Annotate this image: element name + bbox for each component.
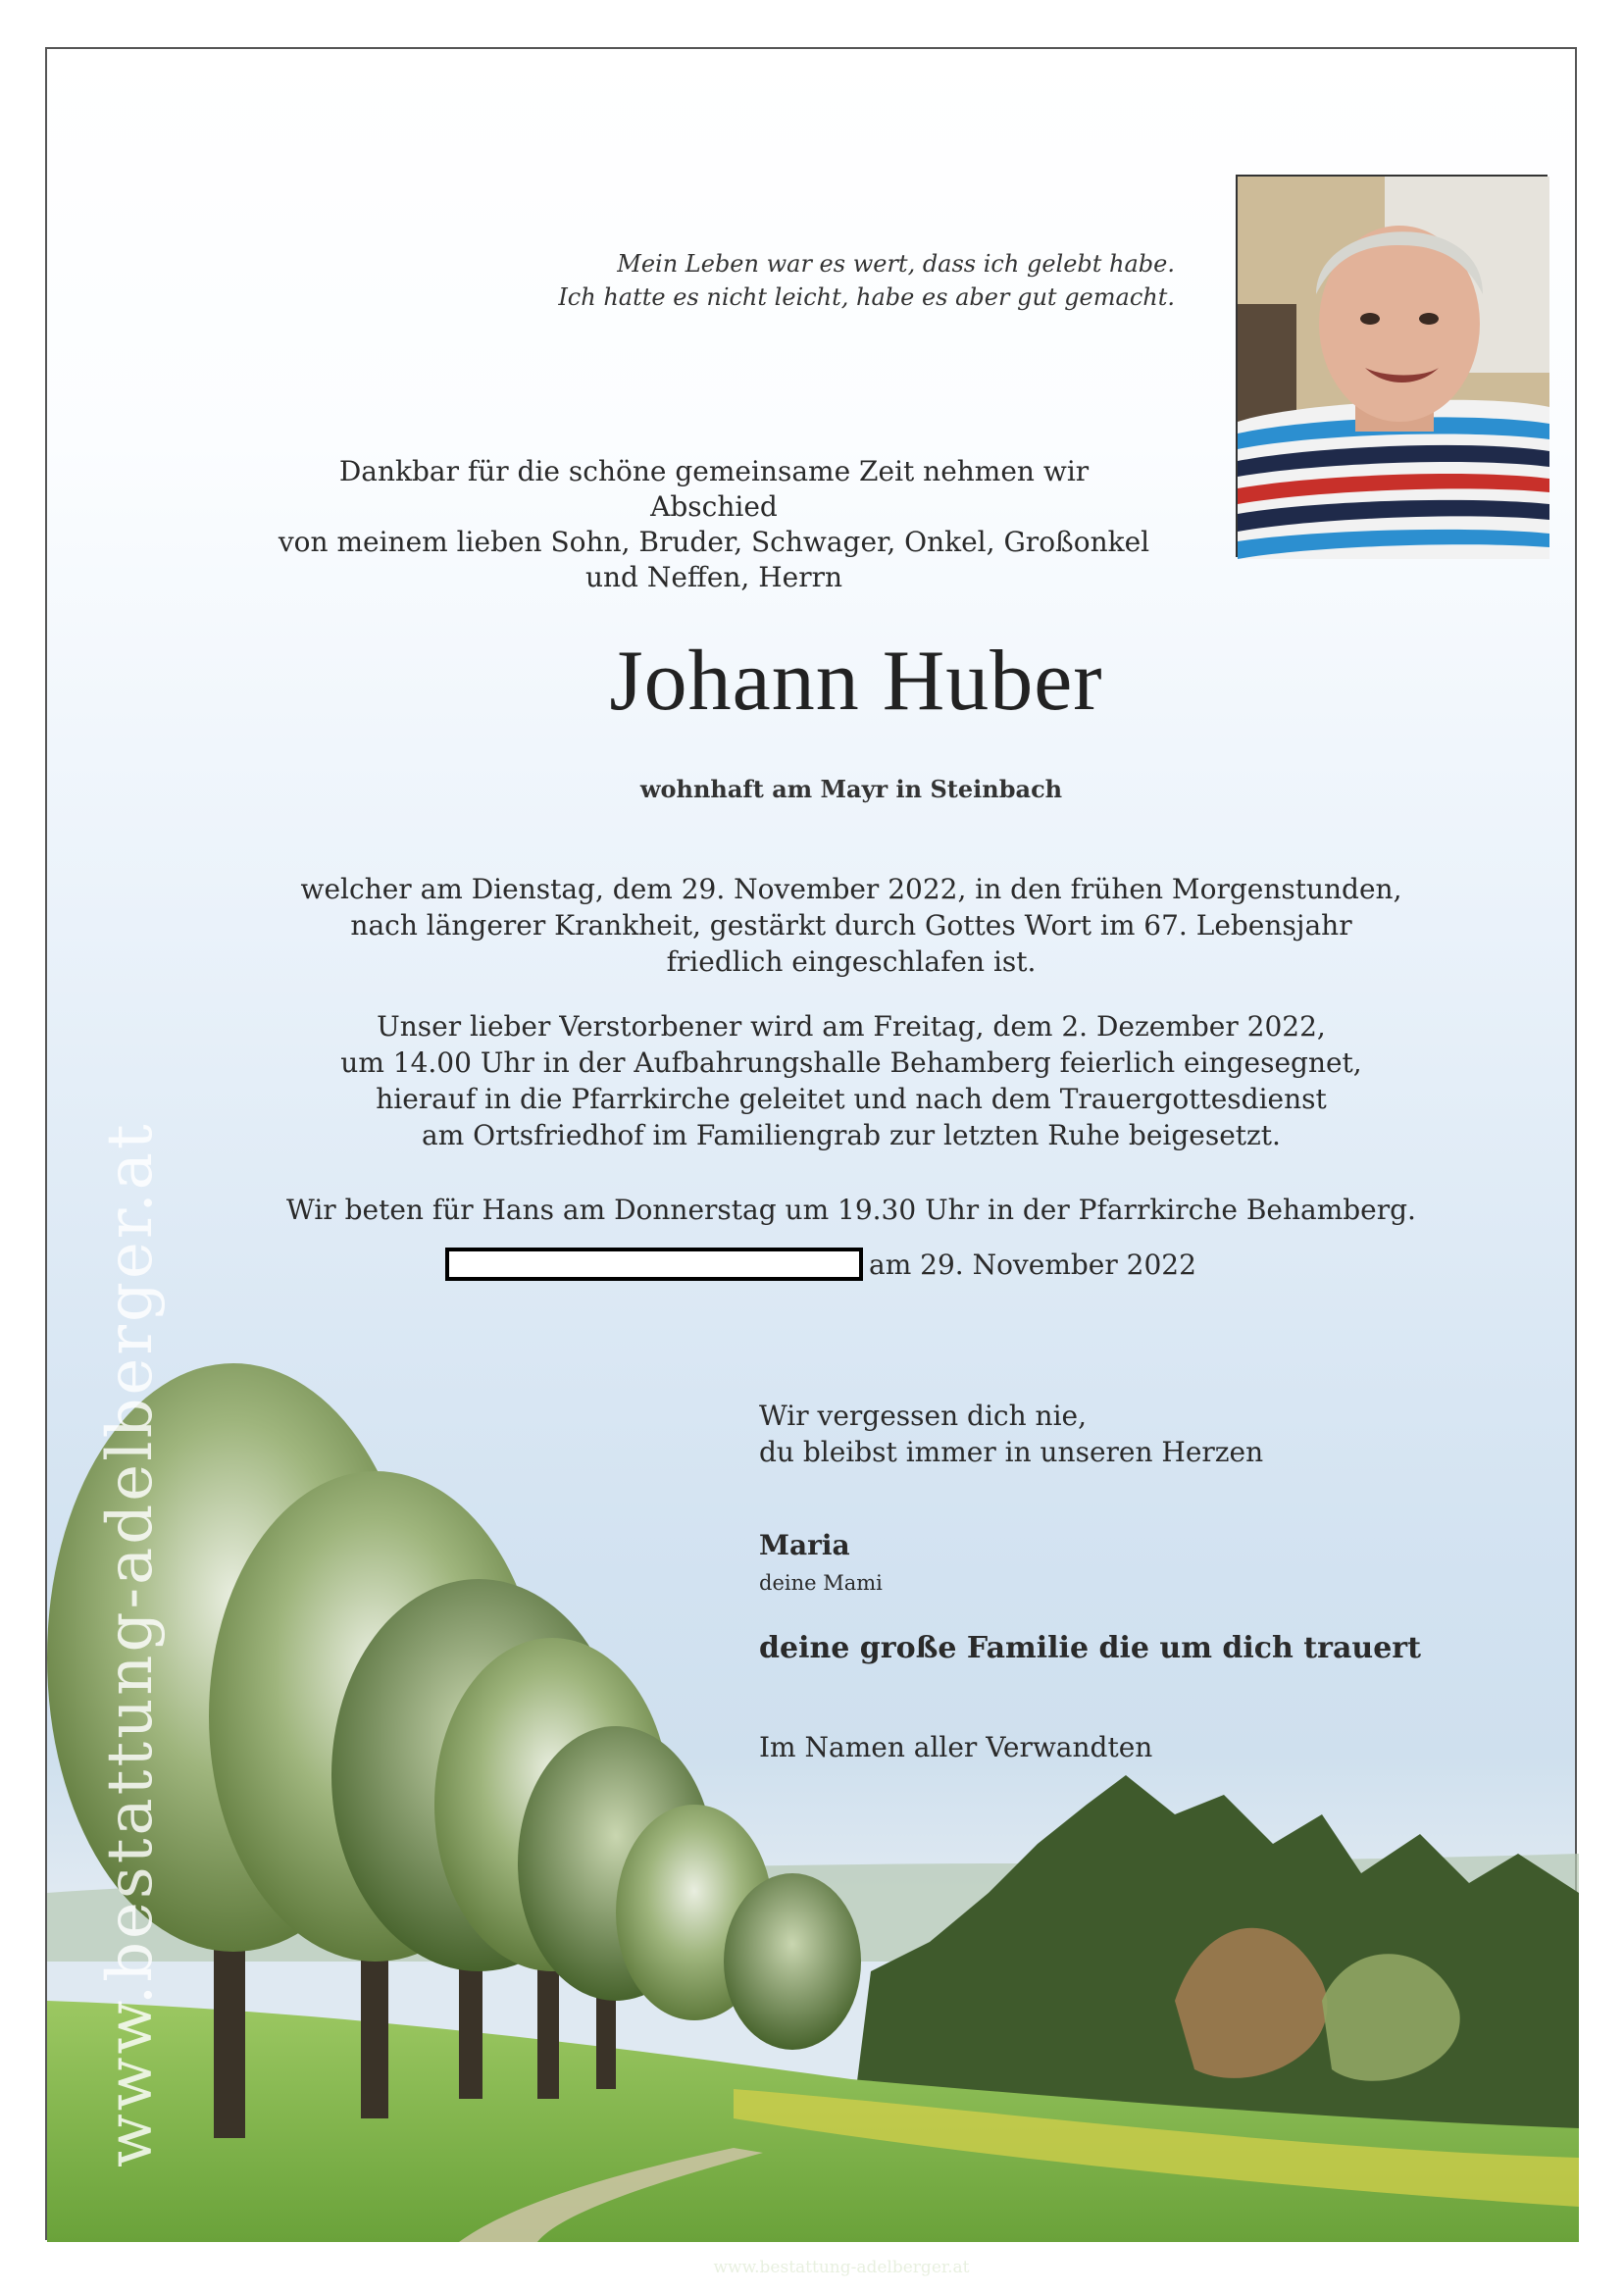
mourner-relation: deine Mami: [759, 1571, 883, 1595]
footer-url: www.bestattung-adelberger.at: [713, 2258, 970, 2277]
mourner-family: deine große Familie die um dich trauert: [759, 1631, 1421, 1665]
farewell-text: [759, 1398, 1263, 1470]
funeral-line: Unser lieber Verstorbener wird am Freitag, dem 2. Dezember 2022,: [377, 1010, 1326, 1043]
mourner-relatives: Im Namen aller Verwandten: [759, 1731, 1153, 1763]
portrait-image: [1238, 177, 1549, 559]
intro-line: von meinem lieben Sohn, Bruder, Schwager, Onkel, Großonkel: [278, 526, 1150, 558]
deceased-name: Johann Huber: [609, 634, 1103, 729]
funeral-line: am Ortsfriedhof im Familiengrab zur letzten Ruhe beigesetzt.: [422, 1119, 1281, 1151]
funeral-line: um 14.00 Uhr in der Aufbahrungshalle Behamberg feierlich eingesegnet,: [340, 1046, 1362, 1079]
watermark-url: www.bestattung-adelberger.at: [94, 1121, 167, 2167]
death-notice: [214, 871, 1489, 980]
farewell-line: Wir vergessen dich nie,: [759, 1400, 1087, 1432]
intro-line: Dankbar für die schöne gemeinsame Zeit nehmen wir Abschied: [338, 455, 1090, 523]
death-notice-line: welcher am Dienstag, dem 29. November 2022, in den frühen Morgenstunden,: [300, 873, 1402, 905]
farewell-line: du bleibst immer in unseren Herzen: [759, 1436, 1264, 1468]
portrait-photo: [1236, 175, 1548, 557]
obituary-card: [45, 47, 1577, 2277]
funeral-details: [214, 1008, 1489, 1153]
prayer-notice: Wir beten für Hans am Donnerstag um 19.30 Uhr in der Pfarrkirche Behamberg.: [286, 1194, 1416, 1226]
redacted-place-box: [445, 1248, 863, 1281]
motto-line: Mein Leben war es wert, dass ich gelebt habe.: [617, 250, 1175, 278]
death-notice-line: friedlich eingeschlafen ist.: [666, 945, 1037, 978]
mourner-name: Maria: [759, 1529, 850, 1561]
place-date: am 29. November 2022: [869, 1249, 1196, 1281]
intro-text: [273, 454, 1155, 595]
death-notice-line: nach längerer Krankheit, gestärkt durch Gottes Wort im 67. Lebensjahr: [350, 909, 1352, 942]
motto-line: Ich hatte es nicht leicht, habe es aber gut gemacht.: [558, 283, 1175, 311]
intro-line: und Neffen, Herrn: [584, 561, 843, 593]
funeral-line: hierauf in die Pfarrkirche geleitet und nach dem Trauergottesdienst: [376, 1083, 1327, 1115]
motto-quote: [508, 247, 1175, 314]
deceased-residence: wohnhaft am Mayr in Steinbach: [639, 775, 1063, 803]
